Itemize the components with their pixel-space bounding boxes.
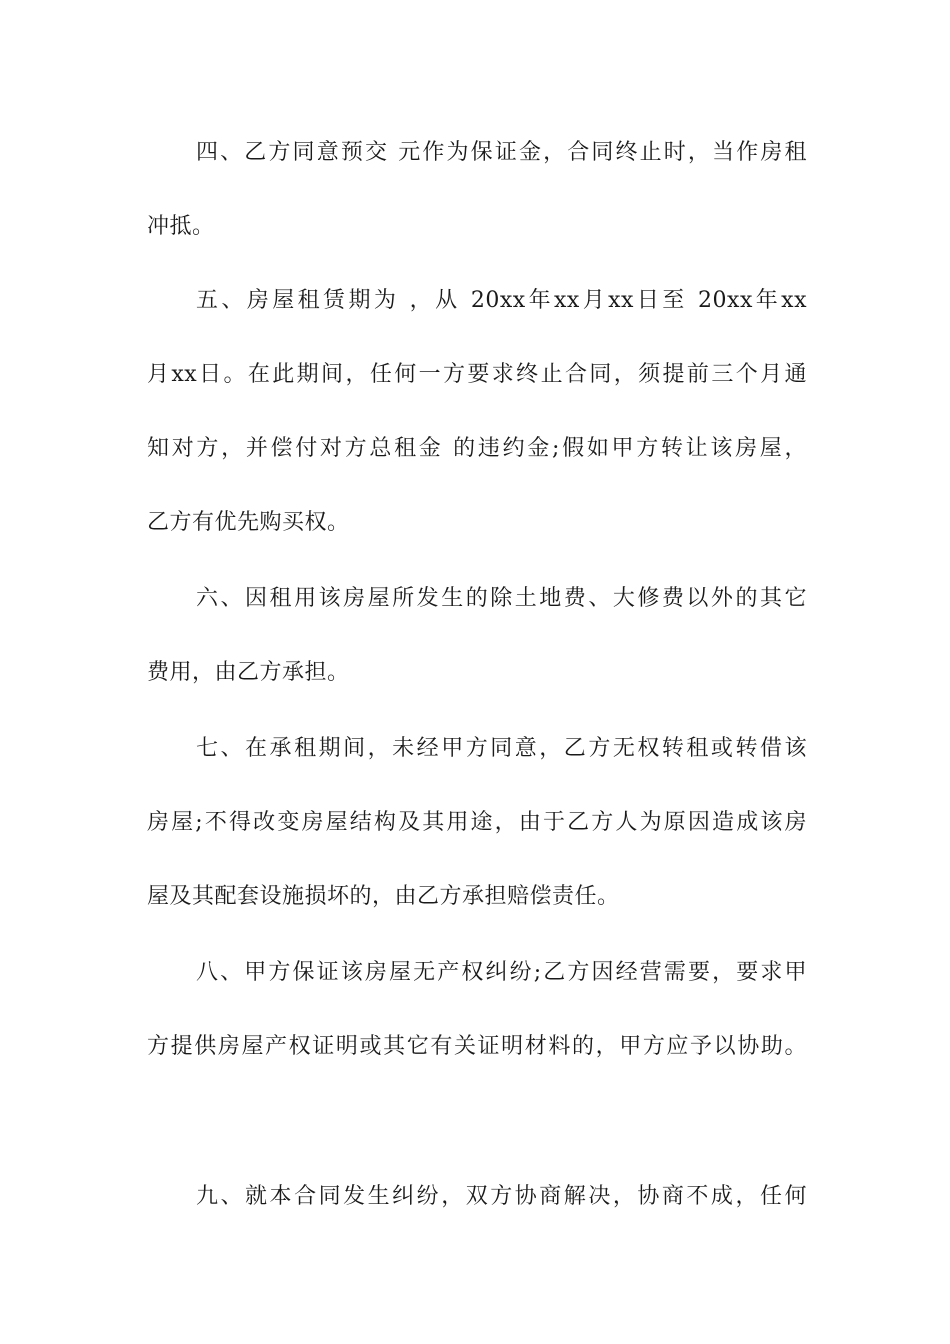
clause-eight-line-2: 方提供房屋产权证明或其它有关证明材料的，甲方应予以协助。	[147, 1034, 807, 1059]
clause-six-line-2: 费用，由乙方承担。	[147, 660, 350, 685]
clause-five-line-4: 乙方有优先购买权。	[147, 510, 350, 535]
clause-four-line-2: 冲抵。	[147, 214, 215, 239]
clause-five-line-1: 五、房屋租赁期为 ，从 20xx年xx月xx日至 20xx年xx	[196, 288, 807, 313]
clause-nine-line-1: 九、就本合同发生纠纷，双方协商解决，协商不成，任何	[196, 1184, 807, 1209]
clause-eight-line-1: 八、甲方保证该房屋无产权纠纷;乙方因经营需要，要求甲	[196, 960, 807, 985]
clause-seven-line-1: 七、在承租期间，未经甲方同意，乙方无权转租或转借该	[196, 736, 807, 761]
clause-four-line-1: 四、乙方同意预交 元作为保证金，合同终止时，当作房租	[196, 140, 807, 165]
clause-seven-line-2: 房屋;不得改变房屋结构及其用途，由于乙方人为原因造成该房	[147, 810, 807, 835]
clause-six-line-1: 六、因租用该房屋所发生的除土地费、大修费以外的其它	[196, 586, 807, 611]
clause-seven-line-3: 屋及其配套设施损坏的，由乙方承担赔偿责任。	[147, 884, 620, 909]
clause-five-line-3: 知对方，并偿付对方总租金 的违约金;假如甲方转让该房屋，	[147, 436, 807, 461]
clause-five-line-2: 月xx日。在此期间，任何一方要求终止合同，须提前三个月通	[147, 362, 807, 387]
